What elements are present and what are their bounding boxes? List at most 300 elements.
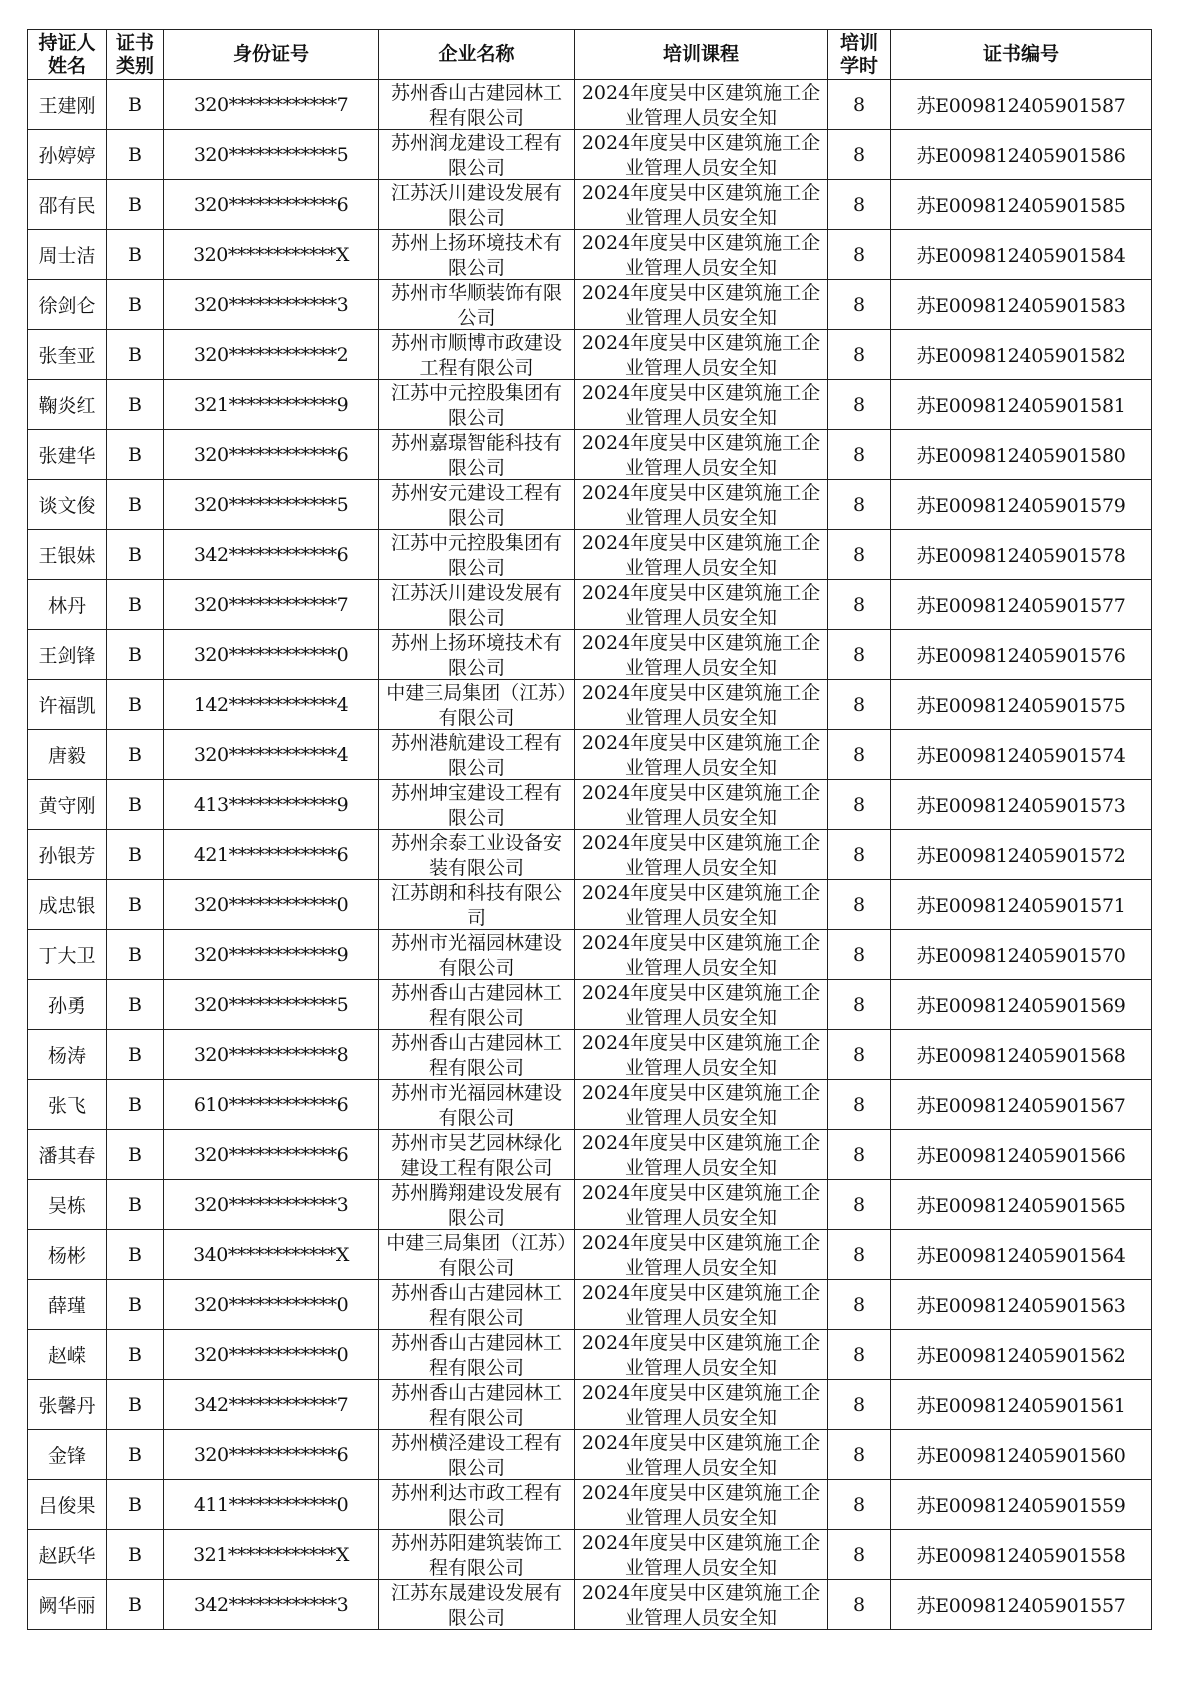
cell-holder-name: 张飞 (47, 1095, 86, 1117)
cell-id-number-wrapper (164, 1580, 379, 1630)
cell-id-number-wrapper (164, 1530, 379, 1580)
cell-id-number-wrapper (164, 430, 379, 480)
table-row (28, 480, 1152, 530)
cell-holder-name-wrapper (28, 280, 107, 330)
cell-id-number: 320************7 (193, 593, 349, 616)
cell-cert-number-wrapper (891, 330, 1152, 380)
cell-hours-wrapper (828, 180, 891, 230)
cell-holder-name-wrapper (28, 1180, 107, 1230)
cell-company-wrapper (379, 1530, 575, 1580)
cell-company-wrapper (379, 630, 575, 680)
cell-id-number-wrapper (164, 1330, 379, 1380)
cell-cert-number-wrapper (891, 1330, 1152, 1380)
cell-course-wrapper (575, 80, 828, 130)
cell-course-wrapper (575, 180, 828, 230)
cell-holder-name: 吴栋 (47, 1195, 86, 1217)
table-body (28, 80, 1152, 1630)
cell-company-wrapper (379, 1480, 575, 1530)
cell-hours: 8 (852, 93, 866, 116)
cell-hours-wrapper (828, 130, 891, 180)
cell-cert-type: B (128, 693, 142, 716)
table-row (28, 330, 1152, 380)
cell-hours-wrapper (828, 430, 891, 480)
cell-holder-name-wrapper (28, 1380, 107, 1430)
cell-course: 2024年度吴中区建筑施工企业管理人员安全知 (581, 632, 821, 679)
cell-cert-number: 苏E009812405901587 (916, 95, 1126, 117)
cell-cert-number: 苏E009812405901583 (916, 295, 1126, 317)
cell-hours-wrapper (828, 630, 891, 680)
cell-company-wrapper (379, 780, 575, 830)
cell-holder-name: 金锋 (47, 1445, 86, 1467)
cell-cert-type: B (128, 943, 142, 966)
cell-cert-number-wrapper (891, 930, 1152, 980)
cell-id-number: 320************5 (193, 493, 349, 516)
cell-cert-number: 苏E009812405901569 (916, 995, 1126, 1017)
cell-hours: 8 (852, 543, 866, 566)
cell-id-number-wrapper (164, 1130, 379, 1180)
header-id-number: 身份证号 (164, 30, 379, 80)
cell-hours-wrapper (828, 530, 891, 580)
cell-cert-type-wrapper (107, 280, 164, 330)
cell-cert-type: B (128, 1243, 142, 1266)
cell-cert-type: B (128, 1393, 142, 1416)
cell-cert-type-wrapper (107, 780, 164, 830)
cell-holder-name: 杨彬 (47, 1245, 86, 1267)
cell-course-wrapper (575, 1230, 828, 1280)
cell-holder-name: 薛瑾 (47, 1295, 86, 1317)
cell-company-wrapper (379, 130, 575, 180)
cell-holder-name: 王建刚 (38, 95, 96, 117)
cell-company-wrapper (379, 1580, 575, 1630)
cell-holder-name-wrapper (28, 630, 107, 680)
cell-hours-wrapper (828, 1580, 891, 1630)
cell-company: 苏州市光福园林建设有限公司 (390, 1082, 562, 1129)
cell-course: 2024年度吴中区建筑施工企业管理人员安全知 (581, 682, 821, 729)
cell-course-wrapper (575, 1180, 828, 1230)
cell-cert-type-wrapper (107, 480, 164, 530)
cell-holder-name-wrapper (28, 1230, 107, 1280)
cell-company: 苏州余泰工业设备安装有限公司 (390, 832, 562, 879)
cell-company: 苏州市华顺装饰有限公司 (390, 282, 562, 329)
cell-holder-name: 孙银芳 (38, 845, 96, 867)
cell-company-wrapper (379, 1180, 575, 1230)
table-row (28, 730, 1152, 780)
cell-cert-number-wrapper (891, 1580, 1152, 1630)
cell-cert-number: 苏E009812405901573 (916, 795, 1126, 817)
table-row (28, 680, 1152, 730)
cell-course-wrapper (575, 780, 828, 830)
cell-course: 2024年度吴中区建筑施工企业管理人员安全知 (581, 1382, 821, 1429)
cell-id-number: 342************3 (193, 1593, 349, 1616)
cell-company-wrapper (379, 830, 575, 880)
cell-company-wrapper (379, 280, 575, 330)
cell-company: 苏州香山古建园林工程有限公司 (390, 82, 562, 129)
cell-hours: 8 (852, 393, 866, 416)
cell-cert-type-wrapper (107, 1430, 164, 1480)
cell-hours-wrapper (828, 680, 891, 730)
cell-company-wrapper (379, 1280, 575, 1330)
cell-cert-type-wrapper (107, 1280, 164, 1330)
cell-company-wrapper (379, 80, 575, 130)
cell-cert-type-wrapper (107, 930, 164, 980)
cell-cert-number-wrapper (891, 1030, 1152, 1080)
cell-id-number: 320************7 (193, 93, 349, 116)
cell-cert-number: 苏E009812405901574 (916, 745, 1126, 767)
cell-holder-name-wrapper (28, 1130, 107, 1180)
cell-id-number: 411************0 (193, 1493, 349, 1516)
cell-cert-type: B (128, 993, 142, 1016)
cell-hours: 8 (852, 793, 866, 816)
cell-company-wrapper (379, 580, 575, 630)
cell-id-number-wrapper (164, 780, 379, 830)
cell-id-number-wrapper (164, 580, 379, 630)
table-row (28, 930, 1152, 980)
cell-hours: 8 (852, 1443, 866, 1466)
cell-cert-type-wrapper (107, 580, 164, 630)
cell-company-wrapper (379, 680, 575, 730)
cell-course: 2024年度吴中区建筑施工企业管理人员安全知 (581, 1082, 821, 1129)
cell-cert-type: B (128, 1193, 142, 1216)
cell-holder-name: 张馨丹 (38, 1395, 96, 1417)
cell-cert-type: B (128, 493, 142, 516)
cell-id-number: 320************2 (193, 343, 349, 366)
cell-company: 中建三局集团（江苏）有限公司 (386, 1232, 567, 1279)
cell-hours: 8 (852, 843, 866, 866)
cell-company: 苏州香山古建园林工程有限公司 (390, 1032, 562, 1079)
cell-cert-number: 苏E009812405901572 (916, 845, 1126, 867)
cell-cert-number: 苏E009812405901560 (916, 1445, 1126, 1467)
table-row (28, 1530, 1152, 1580)
cell-cert-number: 苏E009812405901563 (916, 1295, 1126, 1317)
cell-hours-wrapper (828, 80, 891, 130)
cell-hours-wrapper (828, 1030, 891, 1080)
cell-id-number-wrapper (164, 280, 379, 330)
cell-hours-wrapper (828, 1430, 891, 1480)
cell-company-wrapper (379, 1230, 575, 1280)
cell-holder-name-wrapper (28, 180, 107, 230)
cell-id-number: 320************6 (193, 193, 349, 216)
cell-cert-number: 苏E009812405901575 (916, 695, 1126, 717)
cell-holder-name-wrapper (28, 1530, 107, 1580)
cell-cert-type-wrapper (107, 1530, 164, 1580)
cell-hours-wrapper (828, 780, 891, 830)
cell-cert-number: 苏E009812405901565 (916, 1195, 1126, 1217)
table-row (28, 1580, 1152, 1630)
cell-course: 2024年度吴中区建筑施工企业管理人员安全知 (581, 732, 821, 779)
cell-course-wrapper (575, 1580, 828, 1630)
cell-holder-name-wrapper (28, 1430, 107, 1480)
cell-hours-wrapper (828, 230, 891, 280)
cell-hours: 8 (852, 1143, 866, 1166)
cell-company-wrapper (379, 1430, 575, 1480)
cell-cert-number-wrapper (891, 480, 1152, 530)
cell-holder-name-wrapper (28, 1030, 107, 1080)
cell-cert-number: 苏E009812405901570 (916, 945, 1126, 967)
cell-hours-wrapper (828, 280, 891, 330)
cell-hours-wrapper (828, 830, 891, 880)
table-row (28, 1130, 1152, 1180)
cell-course: 2024年度吴中区建筑施工企业管理人员安全知 (581, 82, 821, 129)
cell-id-number-wrapper (164, 1080, 379, 1130)
cell-course-wrapper (575, 1430, 828, 1480)
cell-cert-number-wrapper (891, 880, 1152, 930)
cell-holder-name: 阙华丽 (38, 1595, 96, 1617)
cell-holder-name-wrapper (28, 1330, 107, 1380)
cell-cert-number-wrapper (891, 1180, 1152, 1230)
cell-cert-number: 苏E009812405901571 (916, 895, 1126, 917)
cell-id-number: 142************4 (193, 693, 349, 716)
cell-holder-name: 林丹 (47, 595, 86, 617)
cell-id-number-wrapper (164, 630, 379, 680)
cell-id-number-wrapper (164, 530, 379, 580)
cell-cert-type-wrapper (107, 680, 164, 730)
cell-company: 江苏朗和科技有限公司 (390, 882, 562, 929)
cell-company: 中建三局集团（江苏）有限公司 (386, 682, 567, 729)
table-row (28, 180, 1152, 230)
cell-id-number: 320************0 (193, 1343, 349, 1366)
cell-holder-name-wrapper (28, 780, 107, 830)
cell-company-wrapper (379, 330, 575, 380)
cell-hours: 8 (852, 893, 866, 916)
cell-company: 江苏中元控股集团有限公司 (390, 532, 562, 579)
cell-hours: 8 (852, 1343, 866, 1366)
cell-company: 江苏中元控股集团有限公司 (390, 382, 562, 429)
cell-hours-wrapper (828, 730, 891, 780)
table-row (28, 580, 1152, 630)
cell-holder-name-wrapper (28, 730, 107, 780)
cell-company-wrapper (379, 930, 575, 980)
cell-cert-number-wrapper (891, 1480, 1152, 1530)
cell-cert-type-wrapper (107, 730, 164, 780)
cell-hours: 8 (852, 193, 866, 216)
cell-course-wrapper (575, 1330, 828, 1380)
cell-hours: 8 (852, 343, 866, 366)
cell-company-wrapper (379, 180, 575, 230)
cell-cert-type-wrapper (107, 1130, 164, 1180)
cell-cert-number-wrapper (891, 630, 1152, 680)
cell-course-wrapper (575, 430, 828, 480)
cell-course-wrapper (575, 1080, 828, 1130)
cell-cert-type: B (128, 743, 142, 766)
cell-id-number-wrapper (164, 980, 379, 1030)
cell-hours-wrapper (828, 380, 891, 430)
cell-id-number: 320************X (193, 243, 349, 266)
cell-holder-name-wrapper (28, 980, 107, 1030)
cell-cert-number: 苏E009812405901586 (916, 145, 1126, 167)
cell-course: 2024年度吴中区建筑施工企业管理人员安全知 (581, 1232, 821, 1279)
cell-cert-type-wrapper (107, 430, 164, 480)
cell-holder-name: 徐剑仑 (38, 295, 96, 317)
cell-course: 2024年度吴中区建筑施工企业管理人员安全知 (581, 532, 821, 579)
cell-holder-name-wrapper (28, 1480, 107, 1530)
table-row (28, 630, 1152, 680)
cell-company: 苏州上扬环境技术有限公司 (390, 232, 562, 279)
cell-cert-type: B (128, 393, 142, 416)
cell-cert-type-wrapper (107, 80, 164, 130)
cell-cert-type: B (128, 1343, 142, 1366)
cell-company: 苏州坤宝建设工程有限公司 (390, 782, 562, 829)
cell-id-number-wrapper (164, 1430, 379, 1480)
certificate-list-page (27, 29, 1152, 1630)
cell-course-wrapper (575, 530, 828, 580)
cell-cert-number-wrapper (891, 180, 1152, 230)
header-course: 培训课程 (575, 30, 828, 80)
cell-hours: 8 (852, 1193, 866, 1216)
cell-holder-name: 丁大卫 (38, 945, 96, 967)
cell-holder-name-wrapper (28, 930, 107, 980)
cell-cert-type: B (128, 443, 142, 466)
cell-holder-name: 孙婷婷 (38, 145, 96, 167)
cell-holder-name: 许福凯 (38, 695, 96, 717)
cell-hours: 8 (852, 1243, 866, 1266)
cell-cert-type-wrapper (107, 1580, 164, 1630)
cell-holder-name: 周士洁 (38, 245, 96, 267)
cell-holder-name-wrapper (28, 1280, 107, 1330)
cell-holder-name-wrapper (28, 380, 107, 430)
cell-company: 苏州市顺博市政建设工程有限公司 (390, 332, 562, 379)
cell-cert-type: B (128, 1143, 142, 1166)
cell-course-wrapper (575, 1380, 828, 1430)
cell-holder-name-wrapper (28, 580, 107, 630)
cell-course: 2024年度吴中区建筑施工企业管理人员安全知 (581, 1132, 821, 1179)
header-holder-name: 持证人姓名 (28, 30, 107, 80)
cell-course-wrapper (575, 480, 828, 530)
table-row (28, 230, 1152, 280)
cell-cert-type: B (128, 543, 142, 566)
table-row (28, 280, 1152, 330)
cell-cert-number-wrapper (891, 780, 1152, 830)
cell-holder-name-wrapper (28, 80, 107, 130)
cell-holder-name: 鞠炎红 (38, 395, 96, 417)
cell-cert-type-wrapper (107, 180, 164, 230)
cell-company: 苏州安元建设工程有限公司 (390, 482, 562, 529)
cell-cert-type: B (128, 293, 142, 316)
cell-course-wrapper (575, 280, 828, 330)
cell-course-wrapper (575, 1530, 828, 1580)
cell-course: 2024年度吴中区建筑施工企业管理人员安全知 (581, 1532, 821, 1579)
cell-cert-type: B (128, 1593, 142, 1616)
cell-course: 2024年度吴中区建筑施工企业管理人员安全知 (581, 232, 821, 279)
cell-hours-wrapper (828, 1530, 891, 1580)
cell-course: 2024年度吴中区建筑施工企业管理人员安全知 (581, 982, 821, 1029)
cell-course: 2024年度吴中区建筑施工企业管理人员安全知 (581, 582, 821, 629)
cell-company-wrapper (379, 1380, 575, 1430)
cell-id-number-wrapper (164, 1280, 379, 1330)
table-row (28, 80, 1152, 130)
cell-id-number: 340************X (193, 1243, 349, 1266)
cell-holder-name-wrapper (28, 130, 107, 180)
cell-cert-type: B (128, 1043, 142, 1066)
cell-course-wrapper (575, 1030, 828, 1080)
cell-id-number-wrapper (164, 330, 379, 380)
cell-course: 2024年度吴中区建筑施工企业管理人员安全知 (581, 1282, 821, 1329)
table-row (28, 1280, 1152, 1330)
cell-course-wrapper (575, 830, 828, 880)
cell-course: 2024年度吴中区建筑施工企业管理人员安全知 (581, 782, 821, 829)
cell-cert-number-wrapper (891, 830, 1152, 880)
cell-cert-type-wrapper (107, 630, 164, 680)
cell-cert-number-wrapper (891, 680, 1152, 730)
cell-hours-wrapper (828, 1480, 891, 1530)
cell-course: 2024年度吴中区建筑施工企业管理人员安全知 (581, 382, 821, 429)
cell-hours: 8 (852, 293, 866, 316)
cell-hours: 8 (852, 1493, 866, 1516)
cell-id-number: 320************5 (193, 143, 349, 166)
cell-id-number-wrapper (164, 830, 379, 880)
cell-cert-number-wrapper (891, 1280, 1152, 1330)
cell-company: 苏州市吴艺园林绿化建设工程有限公司 (390, 1132, 562, 1179)
cell-company-wrapper (379, 880, 575, 930)
cell-cert-number: 苏E009812405901577 (916, 595, 1126, 617)
cell-id-number: 320************6 (193, 1443, 349, 1466)
cell-cert-type-wrapper (107, 1330, 164, 1380)
cell-id-number: 610************6 (193, 1093, 349, 1116)
cell-cert-type: B (128, 843, 142, 866)
cell-cert-number: 苏E009812405901576 (916, 645, 1126, 667)
cell-id-number: 342************7 (193, 1393, 349, 1416)
cell-id-number: 320************0 (193, 643, 349, 666)
cell-holder-name: 邵有民 (38, 195, 96, 217)
cell-id-number: 320************6 (193, 443, 349, 466)
cell-hours: 8 (852, 1043, 866, 1066)
cell-holder-name: 黄守刚 (38, 795, 96, 817)
cell-hours: 8 (852, 693, 866, 716)
table-row (28, 980, 1152, 1030)
cell-id-number-wrapper (164, 1180, 379, 1230)
cell-cert-number-wrapper (891, 430, 1152, 480)
cell-company-wrapper (379, 980, 575, 1030)
cell-cert-type: B (128, 643, 142, 666)
cell-id-number: 421************6 (193, 843, 349, 866)
cell-cert-type-wrapper (107, 880, 164, 930)
cell-holder-name: 潘其春 (38, 1145, 96, 1167)
cell-cert-number: 苏E009812405901585 (916, 195, 1126, 217)
cell-id-number-wrapper (164, 480, 379, 530)
cell-course: 2024年度吴中区建筑施工企业管理人员安全知 (581, 132, 821, 179)
cell-cert-number: 苏E009812405901582 (916, 345, 1126, 367)
cell-holder-name: 唐毅 (47, 745, 86, 767)
cell-cert-number: 苏E009812405901581 (916, 395, 1126, 417)
cell-course-wrapper (575, 1130, 828, 1180)
cell-cert-type: B (128, 1093, 142, 1116)
table-row (28, 880, 1152, 930)
cell-cert-number-wrapper (891, 130, 1152, 180)
cell-cert-number: 苏E009812405901559 (916, 1495, 1126, 1517)
cell-course: 2024年度吴中区建筑施工企业管理人员安全知 (581, 282, 821, 329)
cell-company: 苏州腾翔建设发展有限公司 (390, 1182, 562, 1229)
cell-cert-type: B (128, 93, 142, 116)
cell-hours: 8 (852, 943, 866, 966)
cell-cert-number-wrapper (891, 380, 1152, 430)
cell-id-number: 320************0 (193, 1293, 349, 1316)
cell-company: 苏州香山古建园林工程有限公司 (390, 982, 562, 1029)
cell-hours-wrapper (828, 980, 891, 1030)
cell-company: 苏州上扬环境技术有限公司 (390, 632, 562, 679)
cell-cert-number: 苏E009812405901561 (916, 1395, 1126, 1417)
cell-holder-name-wrapper (28, 430, 107, 480)
cell-company: 苏州利达市政工程有限公司 (390, 1482, 562, 1529)
header-hours: 培训学时 (828, 30, 891, 80)
cell-company-wrapper (379, 380, 575, 430)
cell-course: 2024年度吴中区建筑施工企业管理人员安全知 (581, 882, 821, 929)
cell-holder-name-wrapper (28, 230, 107, 280)
cell-course-wrapper (575, 1280, 828, 1330)
cell-cert-number-wrapper (891, 1380, 1152, 1430)
cell-id-number: 320************3 (193, 293, 349, 316)
cell-cert-type: B (128, 1543, 142, 1566)
header-cert-type: 证书类别 (107, 30, 164, 80)
cell-holder-name-wrapper (28, 1080, 107, 1130)
